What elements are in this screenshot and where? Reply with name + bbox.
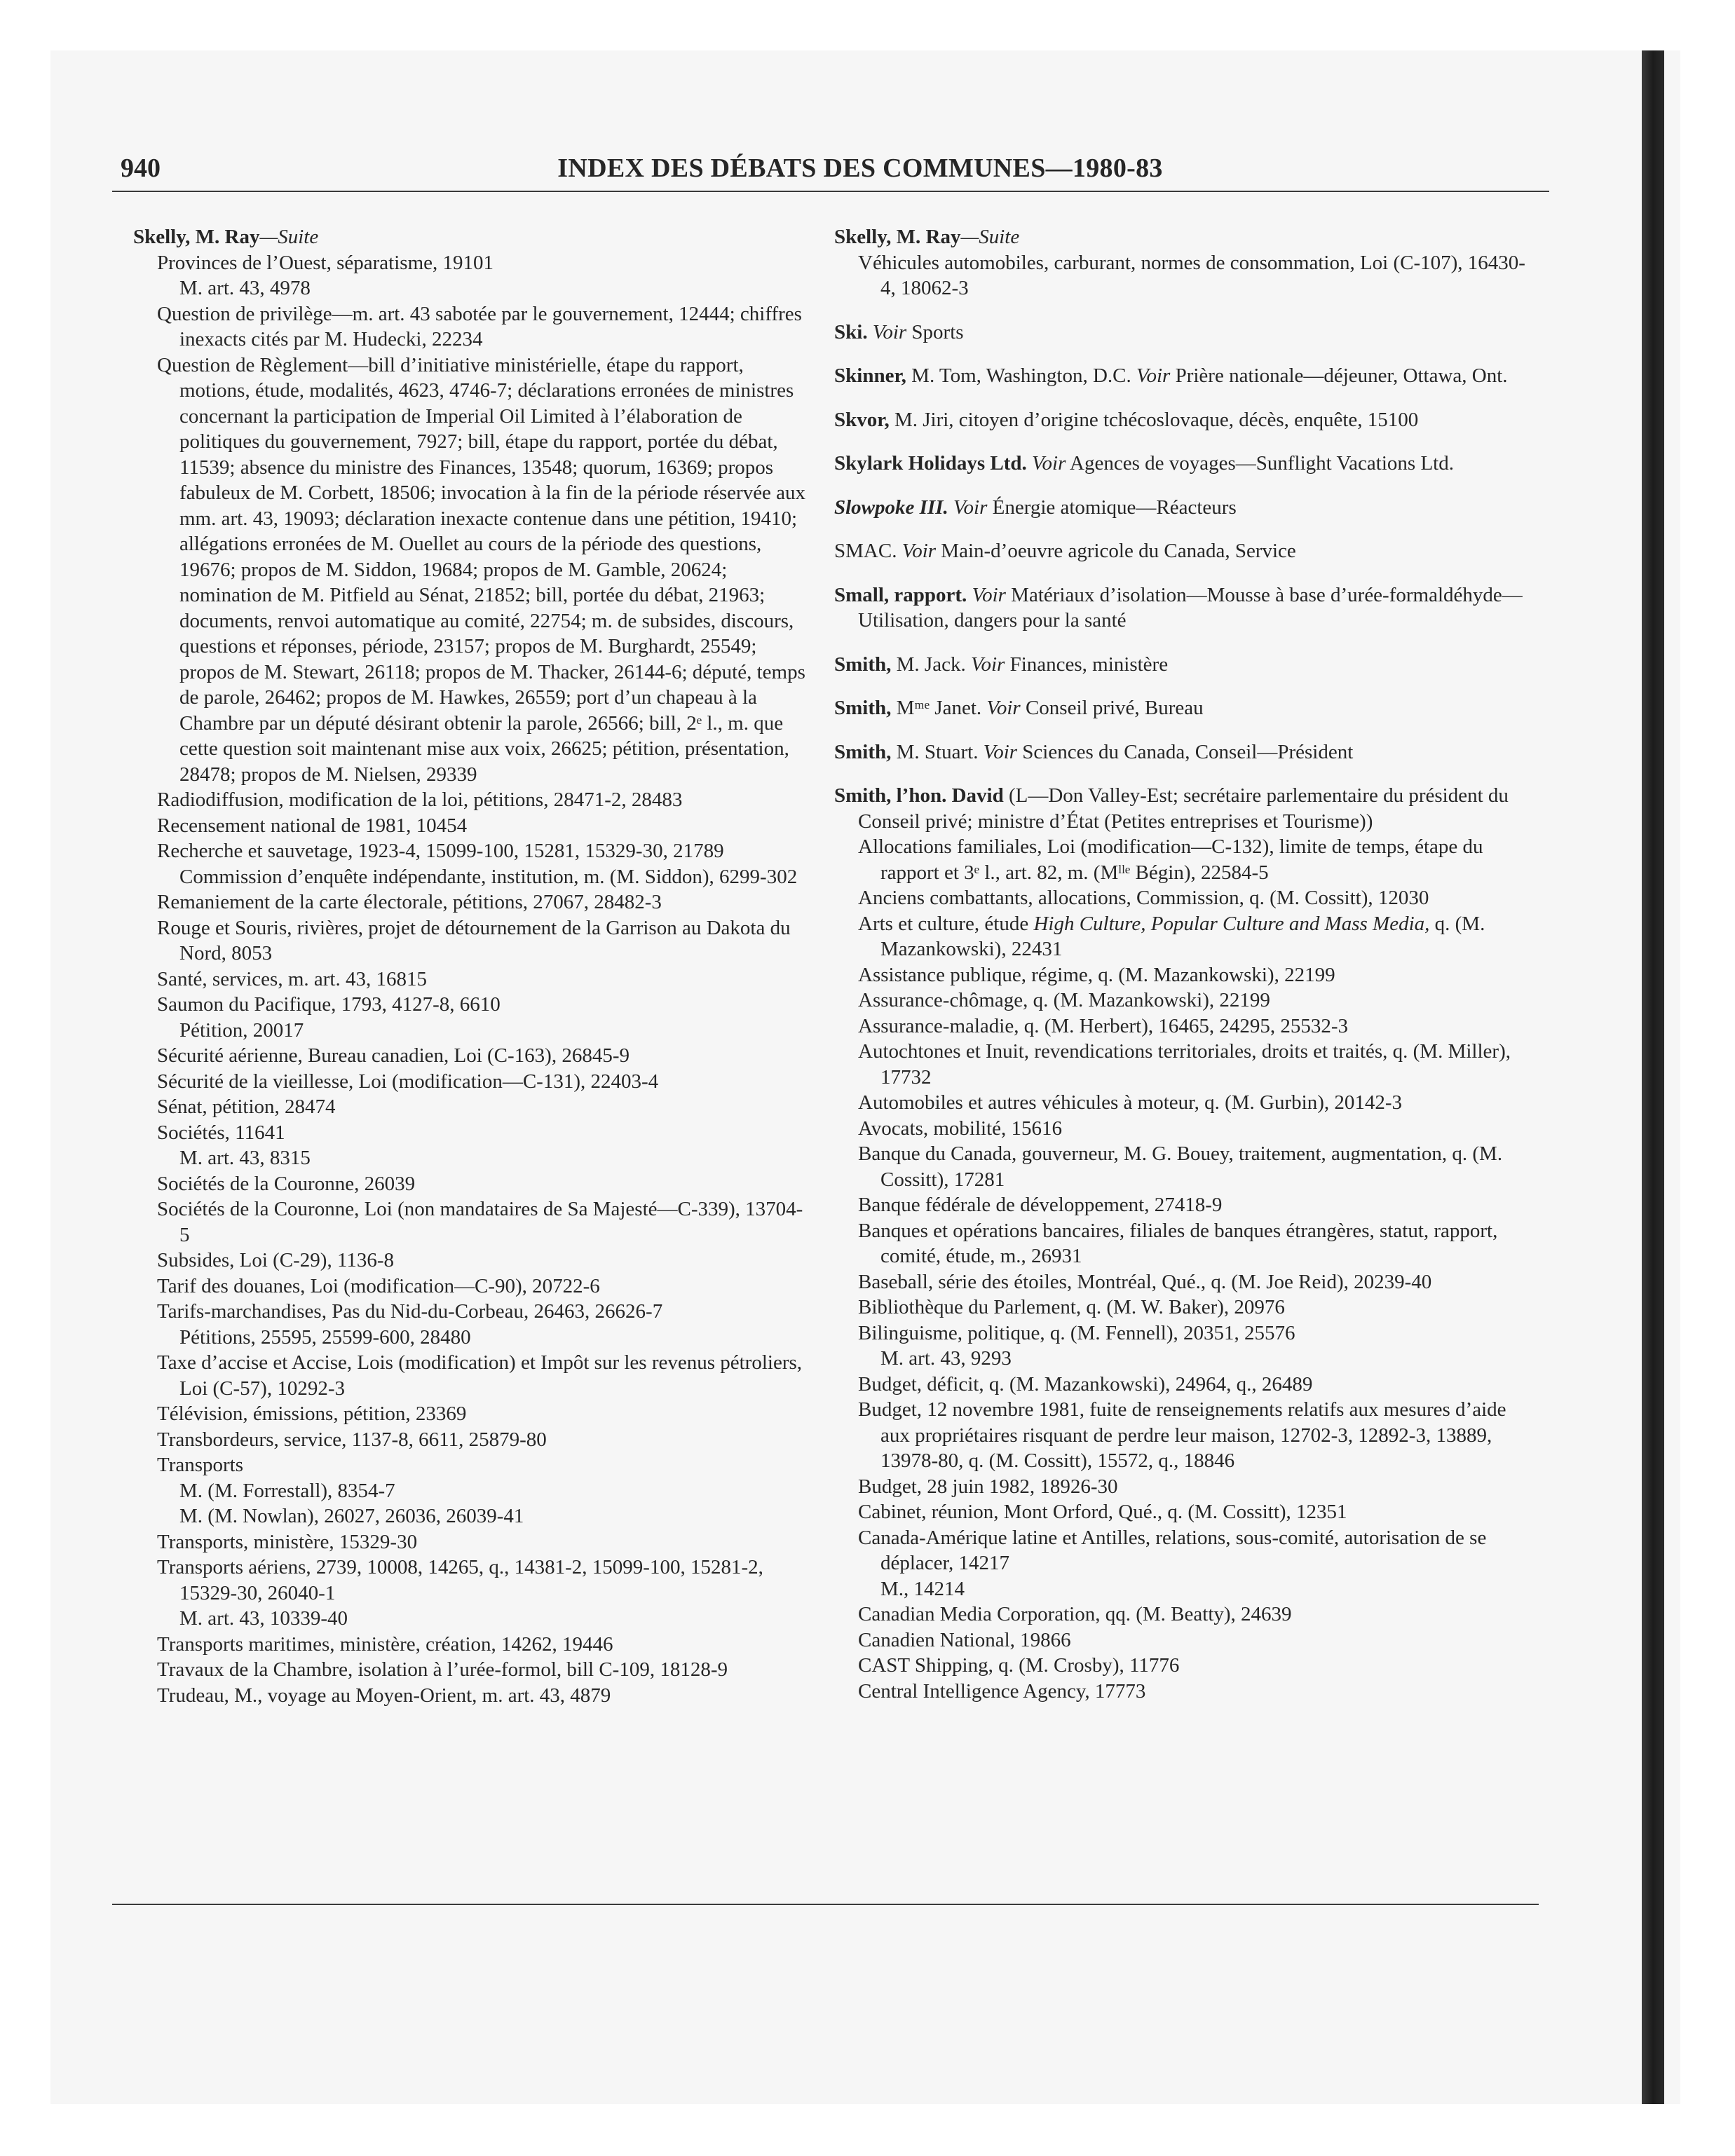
entry-heading-detail: Voir bbox=[972, 583, 1006, 606]
index-subentry bbox=[834, 1525, 1528, 1576]
index-subentry bbox=[133, 1018, 806, 1044]
index-subentry bbox=[133, 1274, 806, 1299]
entry-text: Arts et culture, étude bbox=[858, 912, 1029, 935]
index-heading bbox=[834, 652, 1528, 678]
index-heading bbox=[834, 695, 1528, 721]
index-subentry bbox=[834, 1039, 1528, 1090]
see-reference-target: Énergie atomique—Réacteurs bbox=[992, 496, 1237, 519]
entry-text: Sociétés de la Couronne, 26039 bbox=[157, 1172, 416, 1195]
see-reference-target: Sports bbox=[911, 320, 964, 343]
see-reference-target: Prière nationale—déjeuner, Ottawa, Ont. bbox=[1175, 364, 1508, 387]
entry-text: Assistance publique, régime, q. (M. Mazankowski), 22199 bbox=[858, 963, 1335, 986]
entry-text: Saumon du Pacifique, 1793, 4127-8, 6610 bbox=[157, 993, 501, 1016]
entry-heading-name: Ski. bbox=[834, 320, 868, 343]
entry-text: Remaniement de la carte électorale, pétitions, 27067, 28482-3 bbox=[157, 891, 662, 913]
see-reference-target: Sciences du Canada, Conseil—Président bbox=[1022, 740, 1354, 763]
entry-text: Bibliothèque du Parlement, q. (M. W. Baker), 20976 bbox=[858, 1296, 1285, 1318]
index-subentry bbox=[834, 885, 1528, 911]
index-subentry bbox=[834, 1346, 1528, 1372]
entry-text: CAST Shipping, q. (M. Crosby), 11776 bbox=[858, 1654, 1180, 1677]
entry-heading-name: Skelly, M. Ray bbox=[133, 226, 260, 248]
index-column-right bbox=[834, 224, 1528, 1704]
index-heading bbox=[834, 320, 1528, 346]
entry-text: Allocations familiales, Loi (modification—C-132), limite de temps, étape du rapport et 3ᵉ l., art. 82, m. (Mˡˡᵉ Bégin), 22584-5 bbox=[858, 835, 1483, 884]
entry-heading-detail: (L—Don Valley-Est; secrétaire parlementaire du président du Conseil privé; ministre d’État (Petites entreprises et Tourisme)) bbox=[858, 784, 1509, 833]
entry-heading-name: Smith, l’hon. David bbox=[834, 784, 1004, 807]
index-subentry bbox=[133, 1478, 806, 1504]
index-subentry bbox=[834, 1321, 1528, 1346]
entry-text: M. art. 43, 10339-40 bbox=[179, 1607, 348, 1630]
index-subentry bbox=[834, 1372, 1528, 1398]
entry-text: Transports maritimes, ministère, création, 14262, 19446 bbox=[157, 1632, 613, 1656]
index-subentry bbox=[133, 1632, 806, 1658]
entry-text: M. art. 43, 8315 bbox=[179, 1147, 311, 1169]
see-reference-target: Matériaux d’isolation—Mousse à base d’urée-formaldéhyde—Utilisation, dangers pour la santé bbox=[858, 583, 1523, 632]
entry-text: Cabinet, réunion, Mont Orford, Qué., q. (M. Cossitt), 12351 bbox=[858, 1501, 1347, 1523]
index-subentry bbox=[133, 1120, 806, 1146]
entry-text: Transports bbox=[157, 1454, 244, 1476]
index-subentry bbox=[133, 250, 806, 276]
entry-text: Taxe d’accise et Accise, Lois (modification) et Impôt sur les revenus pétroliers, Loi (C-57), 10292-3 bbox=[157, 1351, 803, 1400]
index-heading bbox=[133, 224, 806, 250]
entry-text: Sécurité aérienne, Bureau canadien, Loi (C-163), 26845-9 bbox=[157, 1044, 630, 1067]
entry-text: Banque du Canada, gouverneur, M. G. Bouey, traitement, augmentation, q. (M. Cossitt), 17281 bbox=[858, 1142, 1503, 1191]
entry-text: M. art. 43, 9293 bbox=[880, 1347, 1012, 1370]
entry-heading-name: Smith, bbox=[834, 697, 892, 719]
entry-text: Budget, déficit, q. (M. Mazankowski), 24964, q., 26489 bbox=[858, 1372, 1313, 1396]
index-subentry bbox=[834, 1295, 1528, 1321]
index-subentry bbox=[834, 1192, 1528, 1218]
entry-heading-detail: Mᵐᵉ Janet. bbox=[896, 697, 982, 719]
entry-text: Véhicules automobiles, carburant, normes de consommation, Loi (C-107), 16430-4, 18062-3 bbox=[858, 251, 1525, 299]
index-heading bbox=[834, 363, 1528, 389]
page-header bbox=[121, 153, 1551, 192]
index-subentry bbox=[834, 1218, 1528, 1269]
entry-text: Recherche et sauvetage, 1923-4, 15099-100, 15281, 15329-30, 21789 bbox=[157, 840, 724, 862]
entry-text: Transbordeurs, service, 1137-8, 6611, 25879-80 bbox=[157, 1428, 547, 1451]
entry-text: Subsides, Loi (C-29), 1136-8 bbox=[157, 1249, 395, 1271]
index-subentry bbox=[834, 1090, 1528, 1116]
index-subentry bbox=[133, 967, 806, 992]
entry-text: Transports, ministère, 15329-30 bbox=[157, 1530, 418, 1553]
entry-heading-detail: M. Stuart. bbox=[896, 740, 979, 763]
entry-text: Tarif des douanes, Loi (modification—C-90), 20722-6 bbox=[157, 1274, 600, 1297]
entry-heading-detail: M. Jiri, citoyen d’origine tchécoslovaque, décès, enquête, 15100 bbox=[894, 408, 1419, 431]
entry-text: Question de Règlement—bill d’initiative ministérielle, étape du rapport, motions, étude, modalités, 4623, 4746-7; déclarations erronées de ministres concernant la participation de Imperial Oil Limited à l’élaboration de politiques du gouvernement, 7927; bill, étape du rapport, portée du débat, 11539; absence du ministre des Finances, 13548; quorum, 16369; propos fabuleux de M. Corbett, 18506; invocation à la fin de la période réservée aux mm. art. 43, 19093; déclaration inexacte contenue dans une pétition, 19410; allégations erronées de M. Ouellet au cours de la période des questions, 19676; propos de M. Siddon, 19684; propos de M. Gamble, 20624; nomination de M. Pitfield au Sénat, 21852; bill, portée du débat, 21963; documents, renvoi automatique au comité, 22754; m. de subsides, discours, questions et réponses, période, 23157; propos de M. Burghardt, 25549; propos de M. Stewart, 26118; propos de M. Thacker, 26144-6; député, temps de parole, 26462; propos de M. Hawkes, 26559; port d’un chapeau à la Chambre par un député désirant obtenir la parole, 26566; bill, 2ᵉ l., m. que cette question soit maintenant mise aux voix, 26625; pétition, présentation, 28478; propos de M. Nielsen, 29339 bbox=[157, 353, 806, 786]
index-subentry bbox=[133, 1555, 806, 1606]
index-heading bbox=[834, 739, 1528, 765]
index-subentry bbox=[834, 1653, 1528, 1679]
index-subentry bbox=[133, 1683, 806, 1709]
see-reference-label: Voir bbox=[986, 697, 1021, 719]
see-reference-label: Voir bbox=[983, 740, 1018, 763]
index-subentry bbox=[834, 1576, 1528, 1602]
entry-text: Santé, services, m. art. 43, 16815 bbox=[157, 967, 427, 990]
index-subentry bbox=[834, 834, 1528, 885]
entry-text: M. (M. Nowlan), 26027, 26036, 26039-41 bbox=[179, 1505, 524, 1527]
entry-heading-name: Skelly, M. Ray bbox=[834, 226, 961, 248]
index-subentry bbox=[133, 1069, 806, 1095]
index-subentry bbox=[133, 864, 806, 890]
index-subentry bbox=[834, 988, 1528, 1014]
see-reference-target: Conseil privé, Bureau bbox=[1025, 697, 1204, 719]
entry-text: Automobiles et autres véhicules à moteur, q. (M. Gurbin), 20142-3 bbox=[858, 1091, 1403, 1114]
index-subentry bbox=[133, 1094, 806, 1120]
index-subentry bbox=[133, 1043, 806, 1069]
entry-heading-detail: Voir bbox=[953, 496, 988, 519]
entry-text: Tarifs-marchandises, Pas du Nid-du-Corbeau, 26463, 26626-7 bbox=[157, 1300, 663, 1323]
index-subentry bbox=[133, 353, 806, 788]
entry-text: Assurance-chômage, q. (M. Mazankowski), 22199 bbox=[858, 989, 1270, 1011]
index-subentry bbox=[133, 1145, 806, 1171]
index-subentry bbox=[133, 1452, 806, 1478]
index-subentry bbox=[834, 1679, 1528, 1705]
index-heading bbox=[834, 783, 1528, 834]
index-subentry bbox=[133, 1529, 806, 1555]
entry-text: Rouge et Souris, rivières, projet de détournement de la Garrison au Dakota du Nord, 8053 bbox=[157, 916, 791, 964]
entry-heading-name: SMAC. bbox=[834, 540, 897, 562]
entry-text: Anciens combattants, allocations, Commission, q. (M. Cossitt), 12030 bbox=[858, 887, 1429, 909]
index-column-left bbox=[133, 224, 806, 1708]
index-subentry bbox=[834, 962, 1528, 988]
see-reference-label: Voir bbox=[970, 653, 1005, 676]
header-rule bbox=[112, 191, 1549, 192]
entry-text: Sénat, pétition, 28474 bbox=[157, 1096, 336, 1118]
see-reference-target: Finances, ministère bbox=[1009, 653, 1169, 676]
page-number: 940 bbox=[121, 153, 161, 183]
entry-text: Budget, 12 novembre 1981, fuite de renseignements relatifs aux mesures d’aide aux propriétaires risquant de perdre leur maison, 12702-3, 12892-3, 13889, 13978-80, q. (M. Cossitt), 15572, q., 18846 bbox=[858, 1398, 1506, 1472]
entry-text: Pétitions, 25595, 25599-600, 28480 bbox=[179, 1325, 471, 1349]
page-title: INDEX DES DÉBATS DES COMMUNES—1980-83 bbox=[557, 153, 1163, 183]
index-heading bbox=[834, 451, 1528, 477]
entry-text: Sécurité de la vieillesse, Loi (modification—C-131), 22403-4 bbox=[157, 1070, 659, 1093]
entry-text: Provinces de l’Ouest, séparatisme, 19101 bbox=[157, 251, 494, 274]
entry-text: Canada-Amérique latine et Antilles, relations, sous-comité, autorisation de se déplacer, 14217 bbox=[858, 1526, 1487, 1574]
entry-text: Transports aériens, 2739, 10008, 14265, q., 14381-2, 15099-100, 15281-2, 15329-30, 26040-1 bbox=[157, 1556, 763, 1604]
entry-heading-name: Skinner, bbox=[834, 364, 906, 387]
index-subentry bbox=[133, 889, 806, 915]
index-subentry bbox=[133, 1503, 806, 1529]
entry-heading-name: Skvor, bbox=[834, 408, 890, 431]
index-subentry bbox=[834, 1116, 1528, 1142]
entry-text: Question de privilège—m. art. 43 sabotée par le gouvernement, 12444; chiffres inexacts cités par M. Hudecki, 22234 bbox=[157, 302, 802, 350]
index-subentry bbox=[834, 911, 1528, 962]
entry-title-italic: High Culture, Popular Culture and Mass Media, bbox=[1033, 912, 1430, 935]
index-subentry bbox=[133, 915, 806, 967]
index-subentry bbox=[133, 275, 806, 301]
entry-heading-detail: Voir bbox=[872, 320, 907, 343]
entry-text: Baseball, série des étoiles, Montréal, Qué., q. (M. Joe Reid), 20239-40 bbox=[858, 1270, 1432, 1293]
index-subentry bbox=[133, 838, 806, 864]
entry-text: Autochtones et Inuit, revendications territoriales, droits et traités, q. (M. Miller), 17732 bbox=[858, 1040, 1511, 1089]
footer-rule bbox=[112, 1904, 1539, 1905]
index-heading bbox=[834, 224, 1528, 250]
entry-heading-detail: Voir bbox=[1032, 452, 1066, 475]
entry-text: M., 14214 bbox=[880, 1577, 965, 1600]
entry-text: Pétition, 20017 bbox=[179, 1018, 304, 1042]
entry-heading-detail: M. Tom, Washington, D.C. bbox=[911, 364, 1131, 387]
entry-heading-detail: M. Jack. bbox=[896, 653, 966, 676]
entry-heading-name: Small, rapport. bbox=[834, 583, 967, 606]
entry-heading-name: Smith, bbox=[834, 740, 892, 763]
index-subentry bbox=[834, 1474, 1528, 1500]
index-subentry bbox=[834, 250, 1528, 301]
index-subentry bbox=[834, 1628, 1528, 1653]
entry-text: Central Intelligence Agency, 17773 bbox=[858, 1679, 1146, 1703]
index-subentry bbox=[133, 1325, 806, 1351]
index-subentry bbox=[133, 1196, 806, 1248]
entry-text-after: q. (M. Mazankowski), 22431 bbox=[880, 912, 1485, 960]
entry-text: Bilinguisme, politique, q. (M. Fennell), 20351, 25576 bbox=[858, 1321, 1295, 1344]
index-subentry bbox=[834, 1602, 1528, 1628]
see-reference-label: Voir bbox=[1136, 364, 1171, 387]
index-subentry bbox=[133, 1248, 806, 1274]
scan-edge-shadow bbox=[1642, 50, 1664, 2104]
index-subentry bbox=[133, 1171, 806, 1197]
entry-text: Sociétés de la Couronne, Loi (non mandataires de Sa Majesté—C-339), 13704-5 bbox=[157, 1198, 803, 1246]
entry-heading-detail: —Suite bbox=[960, 226, 1020, 248]
entry-text: Assurance-maladie, q. (M. Herbert), 16465, 24295, 25532-3 bbox=[858, 1014, 1349, 1037]
entry-heading-detail: —Suite bbox=[259, 226, 319, 248]
index-subentry bbox=[133, 992, 806, 1018]
entry-text: Travaux de la Chambre, isolation à l’urée-formol, bill C-109, 18128-9 bbox=[157, 1658, 728, 1681]
entry-text: Canadien National, 19866 bbox=[858, 1628, 1071, 1651]
entry-text: Banque fédérale de développement, 27418-9 bbox=[858, 1194, 1223, 1216]
entry-text: M. art. 43, 4978 bbox=[179, 277, 311, 299]
index-subentry bbox=[834, 1269, 1528, 1295]
entry-text: M. (M. Forrestall), 8354-7 bbox=[179, 1479, 395, 1502]
index-subentry bbox=[133, 301, 806, 353]
see-reference-target: Main-d’oeuvre agricole du Canada, Service bbox=[941, 540, 1296, 562]
index-subentry bbox=[834, 1397, 1528, 1474]
index-subentry bbox=[834, 1141, 1528, 1192]
entry-heading-name: Smith, bbox=[834, 653, 892, 676]
index-subentry bbox=[133, 1299, 806, 1325]
see-reference-target: Agences de voyages—Sunflight Vacations Ltd. bbox=[1070, 452, 1454, 475]
entry-text: Canadian Media Corporation, qq. (M. Beatty), 24639 bbox=[858, 1603, 1292, 1625]
entry-text: Recensement national de 1981, 10454 bbox=[157, 814, 468, 837]
entry-text: Commission d’enquête indépendante, institution, m. (M. Siddon), 6299-302 bbox=[179, 865, 798, 888]
entry-text: Banques et opérations bancaires, filiales de banques étrangères, statut, rapport, comité, étude, m., 26931 bbox=[858, 1219, 1498, 1267]
index-heading bbox=[834, 538, 1528, 564]
entry-text: Budget, 28 juin 1982, 18926-30 bbox=[858, 1475, 1118, 1498]
entry-text: Trudeau, M., voyage au Moyen-Orient, m. art. 43, 4879 bbox=[157, 1684, 611, 1707]
entry-text: Radiodiffusion, modification de la loi, pétitions, 28471-2, 28483 bbox=[157, 789, 683, 811]
entry-text: Télévision, émissions, pétition, 23369 bbox=[157, 1403, 467, 1425]
index-subentry bbox=[133, 1401, 806, 1427]
index-subentry bbox=[834, 1014, 1528, 1039]
entry-heading-name: Slowpoke III. bbox=[834, 496, 948, 519]
entry-heading-name: Skylark Holidays Ltd. bbox=[834, 452, 1027, 475]
index-heading bbox=[834, 407, 1528, 433]
index-subentry bbox=[133, 1427, 806, 1453]
index-subentry bbox=[133, 813, 806, 839]
entry-heading-detail: Voir bbox=[901, 540, 937, 562]
index-subentry bbox=[133, 1657, 806, 1683]
index-subentry bbox=[133, 1606, 806, 1632]
entry-text: Sociétés, 11641 bbox=[157, 1121, 285, 1144]
index-heading bbox=[834, 495, 1528, 521]
index-heading bbox=[834, 582, 1528, 634]
index-subentry bbox=[133, 787, 806, 813]
index-subentry bbox=[834, 1499, 1528, 1525]
index-subentry bbox=[133, 1350, 806, 1401]
entry-text: Avocats, mobilité, 15616 bbox=[858, 1117, 1063, 1140]
